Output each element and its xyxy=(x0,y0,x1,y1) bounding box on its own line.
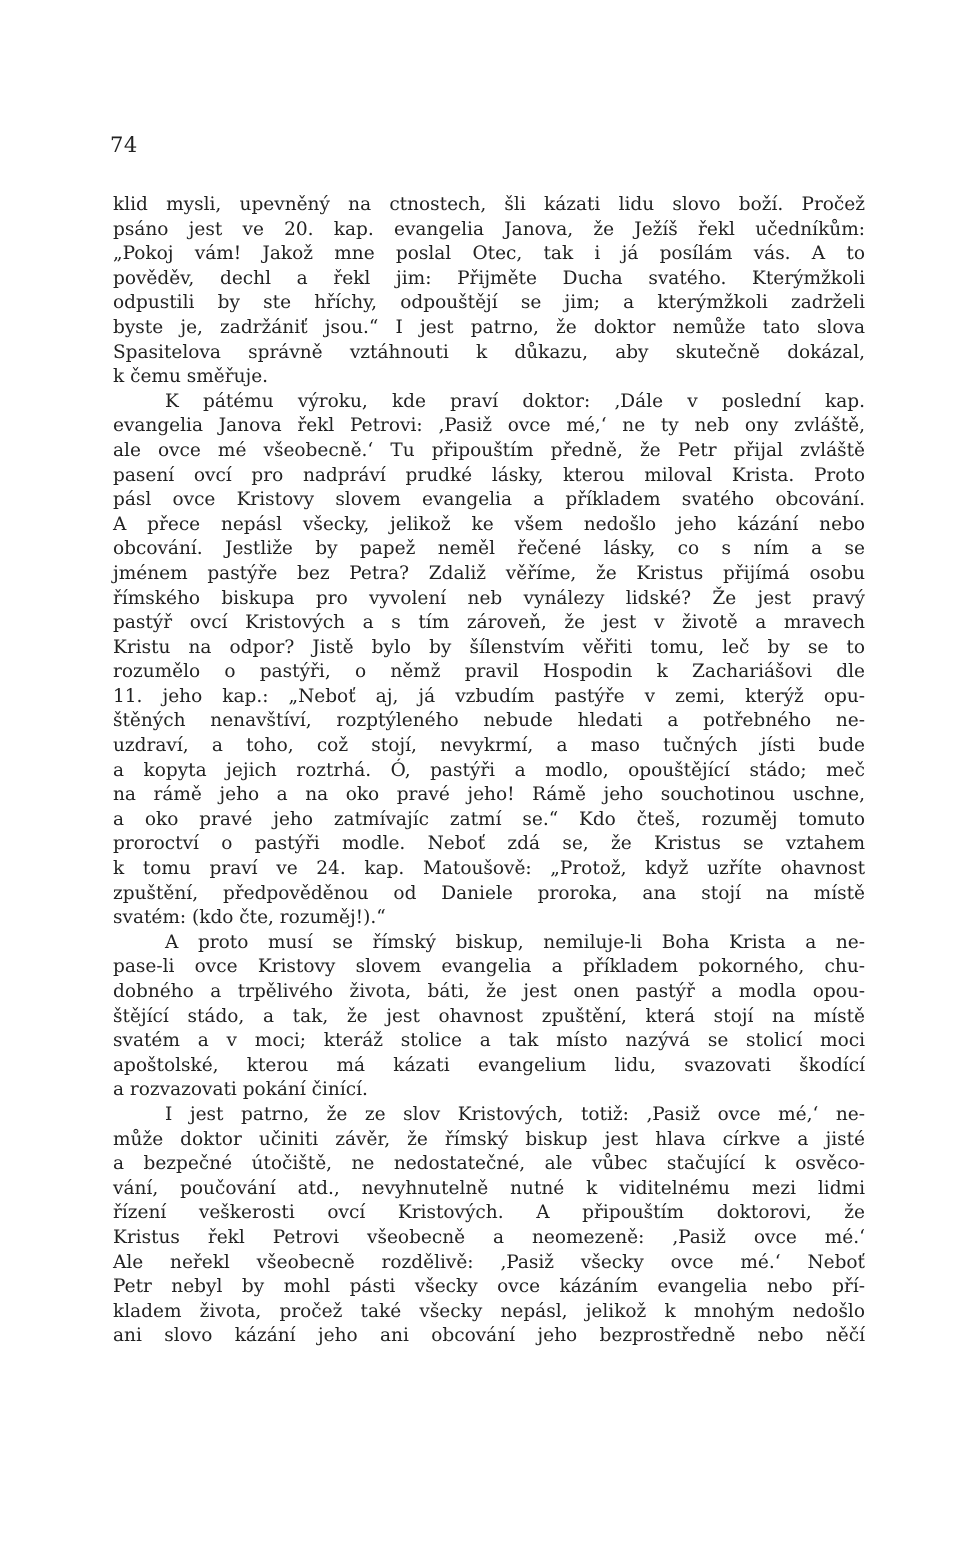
text-line: Spasitelova správně vztáhnouti k důkazu, aby skutečně dokázal, xyxy=(113,341,865,363)
text-line: na rámě jeho a na oko pravé jeho! Rámě jeho souchotinou uschne, xyxy=(113,784,865,806)
text-line: vání, poučování atd., nevyhnutelně nutné k viditelnému mezi lidmi xyxy=(113,1177,865,1199)
text-line: Ale neřekl všeobecně rozdělivě: ‚Pasiž všecky ovce mé.‘ Neboť xyxy=(113,1251,865,1273)
text-line: může doktor učiniti závěr, že římský biskup jest hlava církve a jisté xyxy=(113,1128,865,1150)
text-line: pase-li ovce Kristovy slovem evangelia a příkladem pokorného, chu- xyxy=(113,956,865,978)
text-line: byste je, zadržániť jsou.“ I jest patrno, že doktor nemůže tato slova xyxy=(113,316,865,338)
text-line: „Pokoj vám! Jakož mne poslal Otec, tak i já posílám vás. A to xyxy=(113,243,865,265)
text-line: uzdraví, a toho, což stojí, nevykrmí, a maso tučných jísti bude xyxy=(113,735,865,757)
text-line: římského biskupa pro vyvolení neb vynálezy lidské? Že jest pravý xyxy=(113,587,865,609)
text-line: odpustili by ste hříchy, odpouštějí se jim; a kterýmžkoli zadrželi xyxy=(113,292,865,314)
text-line: svatém: (kdo čte, rozuměj!).“ xyxy=(113,907,386,929)
text-line: k tomu praví ve 24. kap. Matoušově: „Protož, když uzříte ohavnost xyxy=(113,858,865,880)
text-line: K pátému výroku, kde praví doktor: ‚Dále v poslední kap. xyxy=(165,390,865,412)
text-line: jménem pastýře bez Petra? Zdaliž věříme, že Kristus přijímá osobu xyxy=(113,562,865,584)
text-line: k čemu směřuje. xyxy=(113,366,269,388)
text-line: Kristu na odpor? Jistě bylo by šílenstvím věřiti tomu, leč by se to xyxy=(113,636,865,658)
text-line: pastýř ovcí Kristových a s tím zároveň, že jest v životě a mravech xyxy=(113,612,865,634)
text-line: pásl ovce Kristovy slovem evangelia a příkladem svatého obcování. xyxy=(113,489,865,511)
text-line: zpuštění, předpověděnou od Daniele proroka, ana stojí na místě xyxy=(113,882,865,904)
text-line: a bezpečné útočiště, ne nedostatečné, ale vůbec stačující k osvěco- xyxy=(113,1153,865,1175)
text-line: a oko pravé jeho zatmívajíc zatmí se.“ Kdo čteš, rozuměj tomuto xyxy=(113,808,865,830)
text-line: I jest patrno, že ze slov Kristových, totiž: ‚Pasiž ovce mé,‘ ne- xyxy=(165,1103,865,1125)
text-line: proroctví o pastýři modle. Neboť zdá se, že Kristus se vztahem xyxy=(113,833,865,855)
text-line: a rozvazovati pokání činící. xyxy=(113,1079,368,1101)
text-line: A přece nepásl všecky, jelikož ke všem nedošlo jeho kázání nebo xyxy=(113,513,865,535)
body-text xyxy=(113,193,865,1349)
text-line: štějící stádo, a tak, že jest ohavnost zpuštění, která stojí na místě xyxy=(113,1005,865,1027)
text-line: řízení veškerosti ovcí Kristových. A připouštím doktorovi, že xyxy=(113,1202,865,1224)
text-line: rozumělo o pastýři, o němž pravil Hospodin k Zachariášovi dle xyxy=(113,661,865,683)
text-line: kladem života, pročež také všecky nepásl, jelikož k mnohým nedošlo xyxy=(113,1300,865,1322)
text-line: štěných nenavštíví, rozptýleného nebude hledati a potřebného ne- xyxy=(113,710,865,732)
text-line: pasení ovcí pro nadpráví prudké lásky, kterou miloval Krista. Proto xyxy=(113,464,865,486)
text-line: evangelia Janova řekl Petrovi: ‚Pasiž ovce mé,‘ ne ty neb ony zvláště, xyxy=(113,415,865,437)
text-line: apoštolské, kterou má kázati evangelium lidu, svazovati škodící xyxy=(113,1054,865,1076)
text-line: obcování. Jestliže by papež neměl řečené lásky, co s ním a se xyxy=(113,538,865,560)
text-line: ani slovo kázání jeho ani obcování jeho bezprostředně nebo něčí xyxy=(113,1325,865,1347)
text-line: Petr nebyl by mohl pásti všecky ovce kázáním evangelia nebo pří- xyxy=(113,1276,865,1298)
text-line: svatém a v moci; kteráž stolice a tak místo nazývá se stolicí moci xyxy=(113,1030,865,1052)
text-line: Kristus řekl Petrovi všeobecně a neomezeně: ‚Pasiž ovce mé.‘ xyxy=(113,1226,865,1248)
text-line: pověděv, dechl a řekl jim: Přijměte Ducha svatého. Kterýmžkoli xyxy=(113,267,865,289)
text-line: dobného a trpělivého života, báti, že jest onen pastýř a modla opou- xyxy=(113,981,865,1002)
text-line: klid mysli, upevněný na ctnostech, šli kázati lidu slovo boží. Pročež xyxy=(113,194,865,215)
text-line: psáno jest ve 20. kap. evangelia Janova, že Ježíš řekl učedníkům: xyxy=(113,218,865,240)
text-line: a kopyta jejich roztrhá. Ó, pastýři a modlo, opouštějící stádo; meč xyxy=(113,759,865,781)
text-line: A proto musí se římský biskup, nemiluje-li Boha Krista a ne- xyxy=(165,931,865,953)
text-line: ale ovce mé všeobecně.‘ Tu připouštím předně, že Petr přijal zvláště xyxy=(113,439,865,461)
page-number: 74 xyxy=(110,133,138,157)
text-line: 11. jeho kap.: „Neboť aj, já vzbudím pastýře v zemi, kterýž opu- xyxy=(113,685,865,707)
